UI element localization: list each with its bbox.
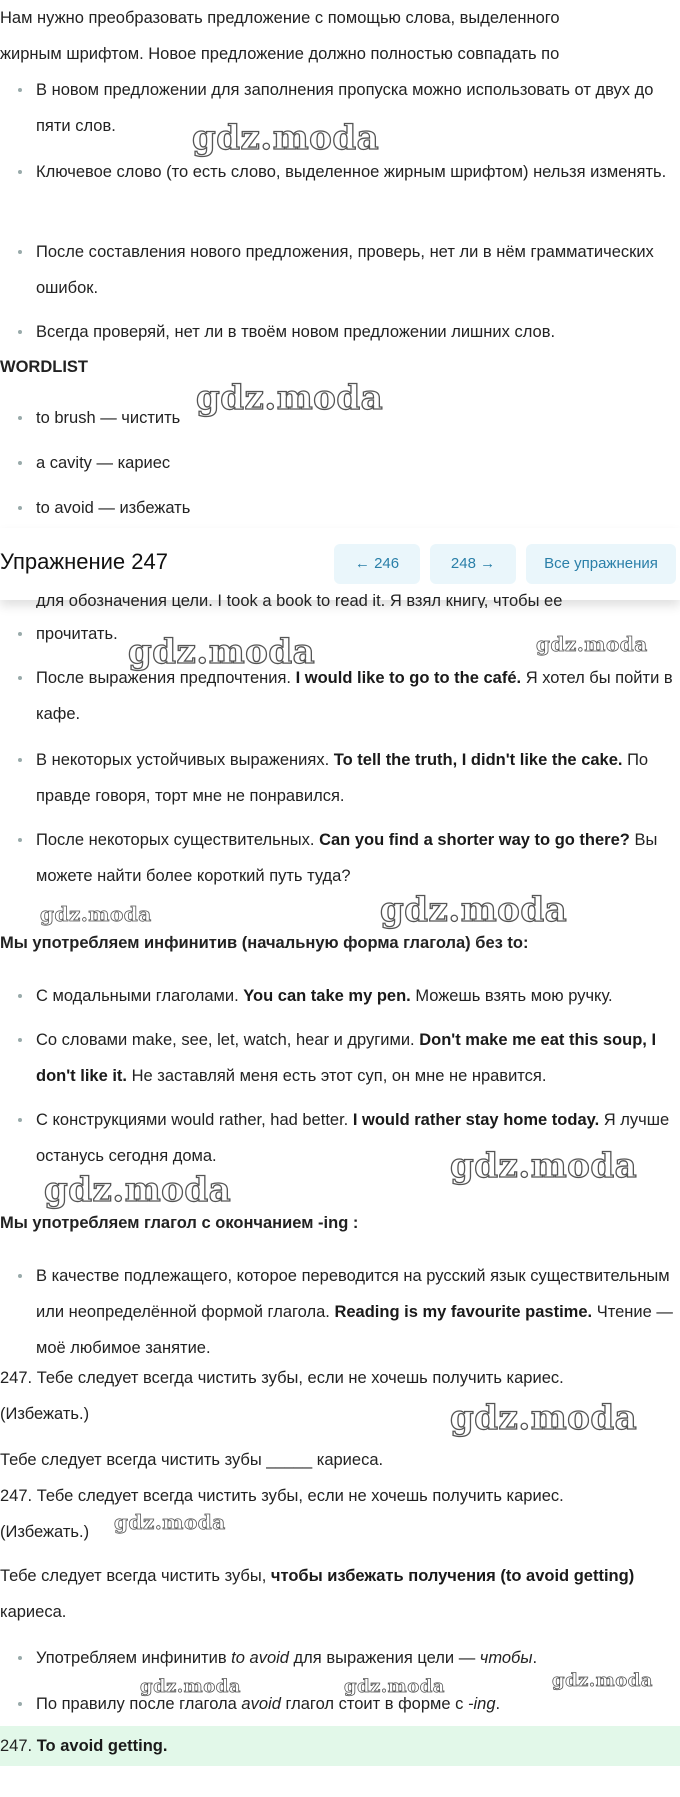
list-item: a cavity — кариес: [0, 445, 676, 490]
list-item: to avoid — избежать: [0, 490, 676, 526]
notes-list: [0, 1640, 676, 1722]
ing-heading: Мы употребляем глагол с окончанием -ing :: [0, 1214, 359, 1232]
all-exercises-button[interactable]: Все упражнения: [526, 544, 676, 584]
wordlist: [0, 400, 676, 526]
watermark: gdz.moda: [536, 632, 648, 656]
next-exercise-label: 248: [450, 555, 476, 572]
list-item: По правилу после глагола avoid глагол стоит в форме с -ing.: [0, 1686, 676, 1722]
prev-exercise-label: 246: [374, 555, 400, 572]
watermark: gdz.moda: [450, 1398, 638, 1438]
watermark: gdz.moda: [552, 1670, 653, 1691]
watermark: gdz.moda: [114, 1510, 226, 1534]
watermark: gdz.moda: [192, 118, 380, 158]
watermark: gdz.moda: [40, 902, 152, 926]
page-title: Упражнение 247: [0, 549, 168, 574]
answer-prefix: 247.: [0, 1737, 37, 1755]
list-item: С модальными глаголами. You can take my pen. Можешь взять мою ручку.: [0, 978, 676, 1022]
intro-line-2: жирным шрифтом. Новое предложение должно полностью совпадать по: [0, 45, 560, 63]
task-gap-sentence: Тебе следует всегда чистить зубы _____ кариеса.: [0, 1451, 384, 1469]
list-item: После выражения предпочтения. I would like to go to the café. Я хотел бы пойти в кафе.: [0, 660, 676, 742]
task-line-1: 247. Тебе следует всегда чистить зубы, если не хочешь получить кариес.: [0, 1369, 564, 1387]
list-item: После некоторых существительных. Can you find a shorter way to go there? Вы можете найти более короткий путь туда?: [0, 822, 676, 894]
rules-list: [0, 72, 676, 350]
list-item: Употребляем инфинитив to avoid для выражения цели — чтобы.: [0, 1640, 676, 1686]
wordlist-heading: WORDLIST: [0, 358, 88, 376]
next-exercise-button[interactable]: [430, 544, 516, 584]
list-item: Всегда проверяй, нет ли в твоём новом предложении лишних слов.: [0, 314, 676, 350]
watermark: gdz.moda: [140, 1676, 241, 1697]
watermark: gdz.moda: [128, 632, 316, 672]
list-item: После составления нового предложения, проверь, нет ли в нём грамматических ошибок.: [0, 234, 676, 314]
watermark: gdz.moda: [196, 378, 384, 418]
arrow-left-icon: ←: [354, 555, 370, 572]
watermark: gdz.moda: [380, 890, 568, 930]
cut-line: для обозначения цели. I took a book to read it. Я взял книгу, чтобы ее: [36, 592, 563, 608]
answer-text: To avoid getting.: [36, 1737, 168, 1755]
task-repeat-2: (Избежать.): [0, 1523, 90, 1541]
arrow-right-icon: →: [480, 555, 496, 572]
task-line-2: (Избежать.): [0, 1405, 90, 1423]
list-item: прочитать.: [0, 616, 676, 660]
infinitive-list: [0, 616, 676, 894]
answer-box: [0, 1726, 680, 1766]
list-item: В новом предложении для заполнения пропуска можно использовать от двух до пяти слов.: [0, 72, 676, 154]
prev-exercise-button[interactable]: [334, 544, 420, 584]
list-item: Ключевое слово (то есть слово, выделенное жирным шрифтом) нельзя изменять.: [0, 154, 676, 234]
task-solution: Тебе следует всегда чистить зубы, чтобы избежать получения (to avoid getting) кариеса.: [0, 1567, 635, 1621]
list-item: С конструкциями would rather, had better. I would rather stay home today. Я лучше останусь сегодня дома.: [0, 1102, 676, 1174]
task-repeat-1: 247. Тебе следует всегда чистить зубы, если не хочешь получить кариес.: [0, 1487, 564, 1505]
list-item: В некоторых устойчивых выражениях. To tell the truth, I didn't like the cake. По правде говоря, торт мне не понравился.: [0, 742, 676, 822]
watermark: gdz.moda: [344, 1676, 445, 1697]
bare-infinitive-heading: Мы употребляем инфинитив (начальную форма глагола) без to:: [0, 934, 529, 952]
watermark: gdz.moda: [450, 1146, 638, 1186]
list-item: В качестве подлежащего, которое переводится на русский язык существительным или неопределённой формой глагола. Reading is my favourite pastime. Чтение — моё любимое занятие.: [0, 1258, 676, 1366]
intro-line-1: Нам нужно преобразовать предложение с помощью слова, выделенного: [0, 9, 560, 27]
list-item: Со словами make, see, let, watch, hear и другими. Don't make me eat this soup, I don't like it. Не заставляй меня есть этот суп, он мне не нравится.: [0, 1022, 676, 1102]
watermark: gdz.moda: [44, 1170, 232, 1210]
bare-infinitive-list: [0, 978, 676, 1174]
list-item: to brush — чистить: [0, 400, 676, 445]
ing-list: [0, 1258, 676, 1366]
